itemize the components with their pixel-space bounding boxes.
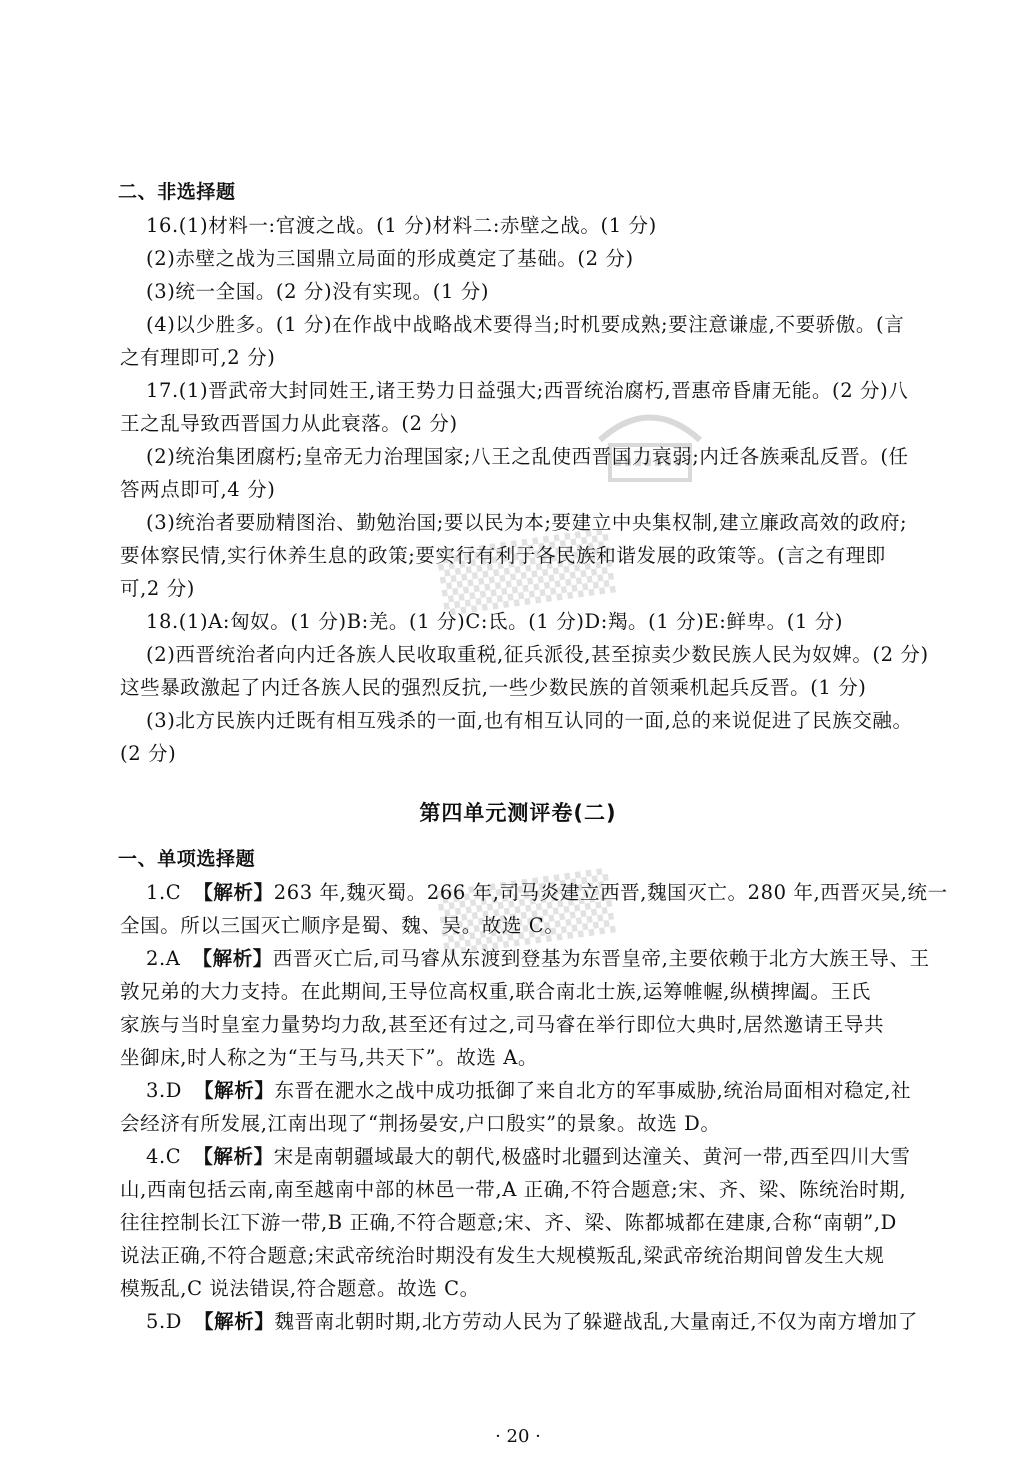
answer-line: 答两点即可,4 分) — [120, 478, 276, 501]
answer-line: 18.(1)A:匈奴。(1 分)B:羌。(1 分)C:氐。(1 分)D:羯。(1 分)E:鲜卑。(1 分) — [146, 610, 844, 633]
answer-line: (2)统治集团腐朽;皇帝无力治理国家;八王之乱使西晋国力衰弱;内迁各族乘乱反晋。(任 — [146, 445, 909, 468]
analysis-line: 往往控制长江下游一带,B 正确,不符合题意;宋、齐、梁、陈都城都在建康,合称“南朝”,D — [120, 1211, 897, 1234]
analysis-line: 敦兄弟的大力支持。在此期间,王导位高权重,联合南北士族,运筹帷幄,纵横捭阖。王氏 — [120, 980, 871, 1003]
question-number: 4.C — [146, 1145, 182, 1168]
analysis-line: 家族与当时皇室力量势均力敌,甚至还有过之,司马睿在举行即位大典时,居然邀请王导共 — [120, 1013, 885, 1036]
answer-line: (3)统治者要励精图治、勤勉治国;要以民为本;要建立中央集权制,建立廉政高效的政府; — [146, 511, 908, 534]
answer-line: (2)西晋统治者向内迁各族人民收取重税,征兵派役,甚至掠卖少数民族人民为奴婢。(2 分) — [146, 643, 929, 666]
answer-line: (2 分) — [120, 742, 177, 765]
question-number: 1.C — [146, 881, 182, 904]
faint-watermark-2: ▒▒▒▒ — [436, 868, 616, 957]
analysis-line: 山,西南包括云南,南至越南中部的林邑一带,A 正确,不符合题意;宋、齐、梁、陈统治时期, — [120, 1178, 907, 1201]
answer-line: 可,2 分) — [120, 577, 196, 600]
question-line-3 — [118, 1074, 944, 1107]
answer-line: (3)北方民族内迁既有相互残杀的一面,也有相互认同的一面,总的来说促进了民族交融。 — [146, 709, 913, 732]
analysis-label: 【解析】 — [193, 881, 274, 904]
question-line-5 — [118, 1305, 944, 1338]
analysis-line: 会经济有所发展,江南出现了“荆扬晏安,户口殷实”的景象。故选 D。 — [120, 1112, 721, 1135]
section1-content — [118, 843, 948, 1338]
analysis-line: 模叛乱,C 说法错误,符合题意。故选 C。 — [120, 1277, 480, 1300]
answer-line: (3)统一全国。(2 分)没有实现。(1 分) — [146, 280, 490, 303]
answer-line: 之有理即可,2 分) — [120, 346, 276, 369]
analysis-text: 宋是南朝疆域最大的朝代,极盛时北疆到达潼关、黄河一带,西至四川大雪 — [273, 1145, 911, 1168]
answer-line: 王之乱导致西晋国力从此衰落。(2 分) — [120, 412, 458, 435]
answer-line: 要体察民情,实行休养生息的政策;要实行有利于各民族和谐发展的政策等。(言之有理即 — [120, 544, 886, 567]
section-heading-non-choice: 二、非选择题 — [118, 181, 236, 203]
answer-line: 17.(1)晋武帝大封同姓王,诸王势力日益强大;西晋统治腐朽,晋惠帝昏庸无能。(2 分)八 — [146, 379, 909, 402]
analysis-text: 东晋在淝水之战中成功抵御了来自北方的军事威胁,统治局面相对稳定,社 — [274, 1079, 912, 1102]
analysis-text: 263 年,魏灭蜀。266 年,司马炎建立西晋,魏国灭亡。280 年,西晋灭吴,统一 — [273, 881, 948, 904]
question-number: 2.A — [146, 947, 181, 970]
faint-watermark-1: ▒▒▒▒ — [436, 528, 616, 617]
question-number: 3.D — [146, 1079, 183, 1102]
section-heading-single-choice: 一、单项选择题 — [118, 848, 256, 870]
page-number: · 20 · — [495, 1426, 541, 1447]
analysis-text: 魏晋南北朝时期,北方劳动人民为了躲避战乱,大量南迁,不仅为南方增加了 — [274, 1310, 918, 1333]
question-line-1 — [118, 876, 948, 909]
answer-line: 这些暴政激起了内迁各族人民的强烈反抗,一些少数民族的首领乘机起兵反晋。(1 分) — [120, 676, 867, 699]
answer-line: 16.(1)材料一:官渡之战。(1 分)材料二:赤壁之战。(1 分) — [146, 214, 657, 237]
analysis-label: 【解析】 — [192, 947, 273, 970]
analysis-line: 全国。所以三国灭亡顺序是蜀、魏、吴。故选 C。 — [120, 914, 565, 937]
analysis-label: 【解析】 — [194, 1310, 275, 1333]
answer-line: (4)以少胜多。(1 分)在作战中战略战术要得当;时机要成熟;要注意谦虚,不要骄傲。(言 — [146, 313, 905, 336]
analysis-label: 【解析】 — [193, 1145, 274, 1168]
question-line-2 — [118, 942, 944, 975]
answer-line: (2)赤壁之战为三国鼎立局面的形成奠定了基础。(2 分) — [146, 247, 634, 270]
unit-title: 第四单元测评卷(二) — [419, 801, 617, 825]
main-content — [118, 176, 944, 770]
analysis-text: 西晋灭亡后,司马睿从东渡到登基为东晋皇帝,主要依赖于北方大族王导、王 — [272, 947, 930, 970]
analysis-line: 坐御床,时人称之为“王与马,共天下”。故选 A。 — [120, 1046, 539, 1069]
question-line-4 — [118, 1140, 944, 1173]
analysis-label: 【解析】 — [194, 1079, 275, 1102]
analysis-line: 说法正确,不符合题意;宋武帝统治时期没有发生大规模叛乱,梁武帝统治期间曾发生大规 — [120, 1244, 885, 1267]
question-number: 5.D — [146, 1310, 183, 1333]
